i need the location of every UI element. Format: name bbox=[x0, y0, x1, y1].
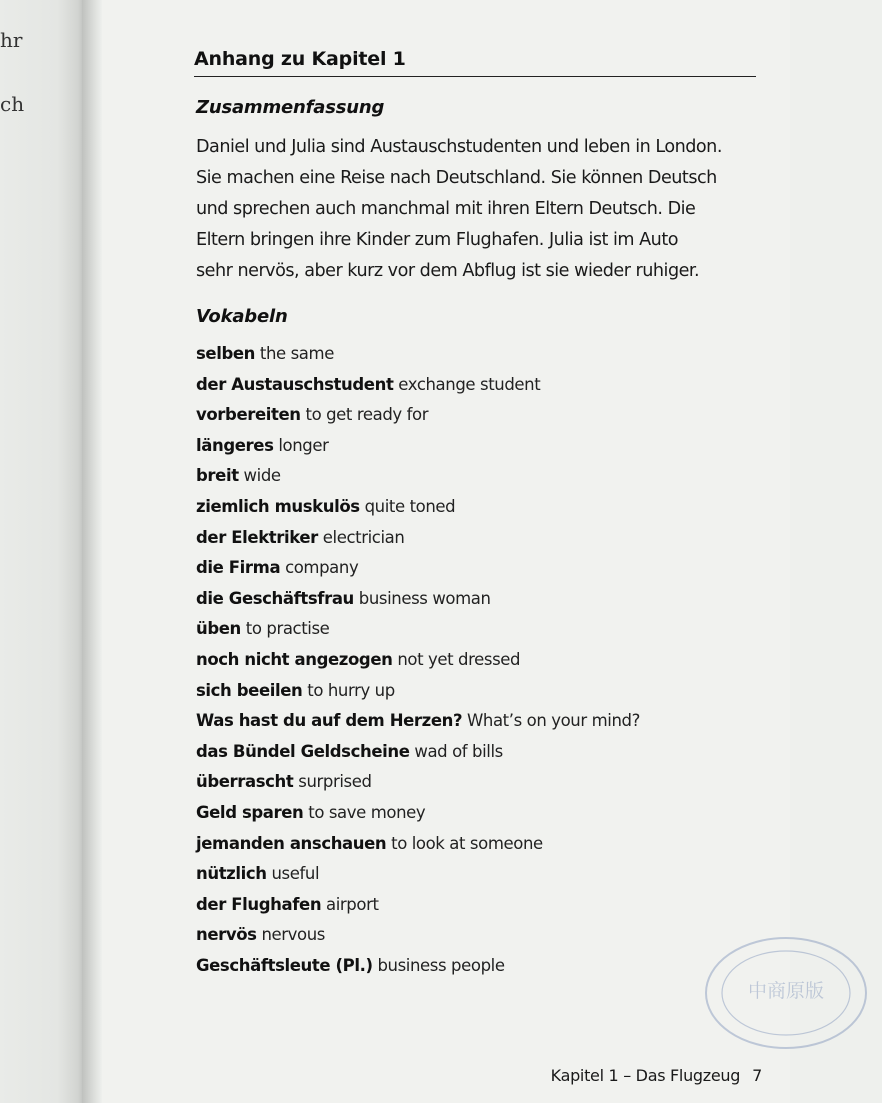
vocab-german-term: nervös bbox=[196, 925, 257, 945]
vocabulary-list bbox=[196, 339, 640, 981]
vocab-item bbox=[196, 645, 640, 676]
chapter-appendix-title: Anhang zu Kapitel 1 bbox=[194, 48, 406, 70]
vocab-german-term: Was hast du auf dem Herzen? bbox=[196, 711, 463, 731]
vocab-item bbox=[196, 461, 640, 492]
vocab-german-term: längeres bbox=[196, 435, 274, 455]
vocab-english-meaning: exchange student bbox=[398, 374, 541, 394]
vocab-german-term: üben bbox=[196, 619, 241, 639]
summary-line: Sie machen eine Reise nach Deutschland. Sie können Deutsch bbox=[196, 168, 717, 188]
summary-paragraph bbox=[196, 132, 756, 287]
vocab-english-meaning: useful bbox=[271, 864, 320, 884]
summary-line: Daniel und Julia sind Austauschstudenten und leben in London. bbox=[196, 137, 722, 157]
vocab-english-meaning: longer bbox=[278, 435, 329, 455]
vocab-german-term: breit bbox=[196, 466, 239, 486]
vocab-item bbox=[196, 951, 640, 982]
summary-heading: Zusammenfassung bbox=[196, 97, 385, 118]
vocab-item bbox=[196, 676, 640, 707]
footer-chapter-title: Kapitel 1 – Das Flugzeug bbox=[550, 1066, 741, 1085]
vocab-german-term: der Elektriker bbox=[196, 527, 318, 547]
vocab-english-meaning: business people bbox=[377, 955, 505, 975]
vocab-english-meaning: the same bbox=[259, 344, 334, 363]
vocab-item bbox=[196, 767, 640, 798]
vocab-item bbox=[196, 370, 640, 401]
vocab-item bbox=[196, 614, 640, 645]
left-page-text bbox=[0, 30, 24, 114]
chapter-appendix-header bbox=[194, 48, 756, 77]
import-seal-watermark bbox=[702, 935, 870, 1055]
vocab-german-term: noch nicht angezogen bbox=[196, 649, 393, 669]
vocab-german-term: die Firma bbox=[196, 558, 281, 578]
vocab-item bbox=[196, 829, 640, 860]
vocab-item bbox=[196, 523, 640, 554]
vocab-item bbox=[196, 400, 640, 431]
vocab-english-meaning: to look at someone bbox=[391, 833, 543, 853]
left-edge-line-1: hr bbox=[0, 28, 23, 52]
left-edge-line-2: ch bbox=[0, 92, 25, 116]
vocab-german-term: Geschäftsleute (Pl.) bbox=[196, 955, 373, 975]
vocab-item bbox=[196, 859, 640, 890]
vocab-german-term: ziemlich muskulös bbox=[196, 496, 360, 516]
vocab-german-term: das Bündel Geldscheine bbox=[196, 741, 410, 761]
vocab-item bbox=[196, 553, 640, 584]
vocab-english-meaning: not yet dressed bbox=[397, 649, 521, 669]
vocab-german-term: der Austauschstudent bbox=[196, 374, 394, 394]
vocab-english-meaning: business woman bbox=[358, 588, 491, 608]
vocab-item bbox=[196, 890, 640, 921]
vocab-item bbox=[196, 492, 640, 523]
vocab-german-term: nützlich bbox=[196, 864, 267, 884]
vocab-english-meaning: What’s on your mind? bbox=[467, 711, 640, 731]
vocab-english-meaning: electrician bbox=[322, 527, 405, 547]
vocab-item bbox=[196, 706, 640, 737]
vocab-item bbox=[196, 584, 640, 615]
vocab-english-meaning: to practise bbox=[245, 619, 330, 639]
vocab-english-meaning: nervous bbox=[261, 925, 325, 945]
left-page-edge bbox=[0, 0, 82, 1103]
vocab-english-meaning: wide bbox=[243, 466, 281, 486]
book-page bbox=[102, 0, 825, 1103]
vocab-item bbox=[196, 798, 640, 829]
vocab-german-term: selben bbox=[196, 344, 256, 363]
vocab-english-meaning: to save money bbox=[308, 802, 426, 822]
vocab-english-meaning: to get ready for bbox=[305, 405, 429, 425]
vocabulary-heading: Vokabeln bbox=[196, 306, 288, 327]
vocab-english-meaning: surprised bbox=[298, 772, 372, 792]
summary-line: und sprechen auch manchmal mit ihren Eltern Deutsch. Die bbox=[196, 199, 696, 219]
vocab-german-term: jemanden anschauen bbox=[196, 833, 387, 853]
summary-line: sehr nervös, aber kurz vor dem Abflug ist sie wieder ruhiger. bbox=[196, 261, 700, 281]
vocab-english-meaning: to hurry up bbox=[307, 680, 395, 700]
vocab-english-meaning: wad of bills bbox=[414, 741, 503, 761]
vocab-german-term: Geld sparen bbox=[196, 802, 304, 822]
vocab-german-term: überrascht bbox=[196, 772, 294, 792]
vocab-item bbox=[196, 339, 640, 370]
vocab-item bbox=[196, 920, 640, 951]
vocab-english-meaning: quite toned bbox=[364, 496, 456, 516]
vocab-item bbox=[196, 737, 640, 768]
vocab-german-term: vorbereiten bbox=[196, 405, 301, 425]
summary-line: Eltern bringen ihre Kinder zum Flughafen. Julia ist im Auto bbox=[196, 230, 678, 250]
vocab-german-term: sich beeilen bbox=[196, 680, 303, 700]
vocab-german-term: der Flughafen bbox=[196, 894, 322, 914]
svg-text:中商原版: 中商原版 bbox=[747, 980, 825, 1002]
vocab-german-term: die Geschäftsfrau bbox=[196, 588, 354, 608]
page-footer bbox=[551, 1066, 762, 1085]
page-number: 7 bbox=[752, 1066, 762, 1085]
vocab-english-meaning: airport bbox=[326, 894, 379, 914]
vocab-item bbox=[196, 431, 640, 462]
book-gutter bbox=[82, 0, 102, 1103]
vocab-english-meaning: company bbox=[285, 558, 359, 578]
